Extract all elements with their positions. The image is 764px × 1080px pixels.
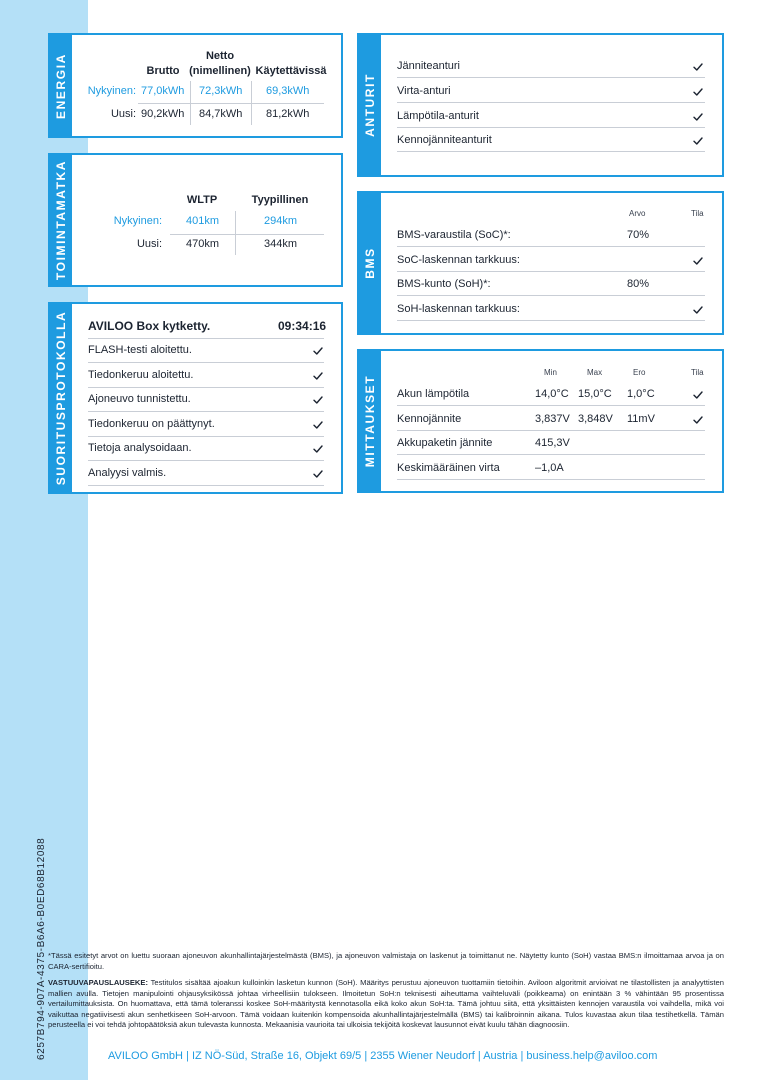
- energy-current-usable: 69,3kWh: [266, 85, 310, 97]
- protocol-title: SUORITUSPROTOKOLLA: [54, 310, 68, 486]
- row-divider: [397, 320, 705, 321]
- row-divider: [397, 454, 705, 455]
- bms-footnote: *Tässä esitetyt arvot on luettu suoraan ajoneuvon akunhallintajärjestelmästä (BMS), ja ajoneuvon valmistaja on laskenut ja toimittanut ne. Näytetty kunto (SoH) vastaa BMS:n ilmoittamaa arvoa ja on CARA-sertifioitu.: [48, 951, 724, 971]
- meas-col-status: Tila: [691, 368, 704, 377]
- meas-row-label: Akkupaketin jännite: [397, 437, 493, 450]
- disclaimer-title: VASTUUVAPAUSLAUSEKE:: [48, 978, 148, 987]
- meas-row-diff: 11mV: [627, 412, 655, 425]
- row-divider: [397, 127, 705, 128]
- document-id: 6257B794-907A-4375-B6A6-B0ED68B12088: [36, 837, 47, 1060]
- measurements-title: MITTAUKSET: [363, 374, 377, 468]
- protocol-step-label: Tiedonkeruu aloitettu.: [88, 368, 194, 381]
- meas-row-label: Kennojännite: [397, 412, 462, 425]
- bms-card: [357, 191, 724, 335]
- checkmark-icon: [313, 371, 323, 381]
- checkmark-icon: [313, 395, 323, 405]
- checkmark-icon: [313, 444, 323, 454]
- col-wltp: WLTP: [186, 194, 218, 206]
- protocol-step-label: Ajoneuvo tunnistettu.: [88, 393, 191, 406]
- row-divider: [88, 387, 324, 388]
- range-title: TOIMINTAMATKA: [54, 159, 68, 281]
- checkmark-icon: [693, 415, 703, 425]
- col-netto-2: (nimellinen): [189, 65, 251, 77]
- range-current-typical: 294km: [264, 215, 298, 227]
- range-card: [48, 153, 343, 287]
- bms-row-label: BMS-kunto (SoH)*:: [397, 278, 491, 291]
- footer-contact: AVILOO GmbH | IZ NÖ-Süd, Straße 16, Objekt 69/5 | 2355 Wiener Neudorf | Austria | business.help@aviloo.com: [108, 1050, 658, 1062]
- meas-row-min: –1,0A: [535, 461, 564, 474]
- bms-tab: [359, 193, 381, 333]
- bms-row-label: SoC-laskennan tarkkuus:: [397, 253, 520, 266]
- measurements-tab: [359, 351, 381, 491]
- protocol-header-label: AVILOO Box kytketty.: [88, 319, 211, 333]
- row-divider: [397, 246, 705, 247]
- meas-row-min: 14,0°C: [535, 388, 569, 400]
- checkmark-icon: [693, 305, 703, 315]
- range-current-wltp: 401km: [186, 215, 220, 227]
- row-divider: [397, 295, 705, 296]
- checkmark-icon: [693, 62, 703, 72]
- checkmark-icon: [693, 112, 703, 122]
- checkmark-icon: [693, 136, 703, 146]
- protocol-step-label: Analyysi valmis.: [88, 467, 167, 479]
- checkmark-icon: [693, 256, 703, 266]
- bms-row-label: BMS-varaustila (SoC)*:: [397, 229, 511, 241]
- sensor-label: Kennojänniteanturit: [397, 134, 492, 147]
- bms-row-value: 70%: [627, 229, 650, 241]
- energy-new-brutto: 90,2kWh: [141, 108, 185, 120]
- row-divider: [397, 405, 705, 406]
- col-kaytettavissa: Käytettävissä: [255, 65, 327, 77]
- row-divider: [88, 460, 324, 461]
- protocol-tab: [50, 304, 72, 492]
- bms-col-status: Tila: [691, 209, 704, 218]
- meas-row-label: Keskimääräinen virta: [397, 461, 500, 474]
- energy-tab: [50, 35, 72, 136]
- disclaimer-body: Testitulos sisältää ajoakun kulloinkin lasketun kunnon (SoH). Määritys perustuu ajoneuvon tuottamiin tietoihin. Aviloon algoritmit arvioivat ne tilastollisten ja analyyttisten mallien avulla. Tietojen manipulointi ohjausyksikössä johtaa virheellisiin tulokseen. Ilmoitetun SoH:n teknisesti aiheuttama vaihteluväli (poikkeama) on enintään 3 % vähintään 95 prosentissa vertailumittauksista. On huomattava, että tämä toleranssi koskee SoH-määritystä kennotasolla eikä koko akun SoH:ta. Tämä johtuu siitä, että yksittäisten kennojen varaustila voi vaihdella, mikä voi vaikuttaa negatiivisesti akun senhetkiseen SoH-arvoon. Tämä voidaan kuitenkin kompensoida akunhallintajärjestelmällä (BMS) tai kalibroinnin aikana. Tulos kuvastaa akun tilaa testihetkellä. Tämän perusteella ei voi tehdä johtopäätöksiä akun tulevasta kunnosta. Mekaanisia vaurioita tai ulkoisia tekijöitä koskevat lausunnot eivät kuulu tähän diagnoosiin.: [48, 978, 724, 1030]
- meas-col-max: Max: [587, 368, 603, 377]
- energy-current-netto: 72,3kWh: [199, 85, 243, 97]
- row-divider: [397, 271, 705, 272]
- checkmark-icon: [313, 469, 323, 479]
- row-divider: [397, 102, 705, 103]
- meas-row-label: Akun lämpötila: [397, 388, 470, 400]
- checkmark-icon: [693, 87, 703, 97]
- energy-new-usable: 81,2kWh: [266, 108, 310, 120]
- measurements-card: [357, 349, 724, 493]
- sensors-tab: [359, 35, 381, 175]
- energy-new-netto: 84,7kWh: [199, 108, 243, 120]
- row-divider: [88, 485, 324, 486]
- range-current-label: Nykyinen:: [113, 215, 162, 227]
- meas-row-diff: 1,0°C: [627, 388, 655, 400]
- meas-col-min: Min: [544, 368, 557, 377]
- bms-row-label: SoH-laskennan tarkkuus:: [397, 302, 520, 315]
- sensor-label: Lämpötila-anturit: [397, 109, 479, 122]
- row-divider: [397, 77, 705, 78]
- energy-title: ENERGIA: [54, 52, 68, 119]
- protocol-step-label: Tiedonkeruu on päättynyt.: [88, 417, 215, 430]
- checkmark-icon: [693, 390, 703, 400]
- energy-current-brutto: 77,0kWh: [141, 85, 185, 97]
- row-divider: [88, 411, 324, 412]
- energy-current-label: Nykyinen:: [87, 85, 136, 97]
- row-divider: [88, 362, 324, 363]
- row-divider: [397, 151, 705, 152]
- checkmark-icon: [313, 420, 323, 430]
- protocol-header-time: 09:34:16: [278, 319, 327, 333]
- meas-row-max: 15,0°C: [578, 388, 612, 400]
- protocol-step-label: Tietoja analysoidaan.: [88, 442, 192, 455]
- energy-card: [48, 33, 343, 138]
- row-divider: [397, 479, 705, 480]
- bms-row-value: 80%: [627, 278, 650, 291]
- range-tab: [50, 155, 72, 285]
- col-netto-1: Netto: [205, 50, 235, 62]
- meas-row-min: 415,3V: [535, 437, 570, 450]
- col-typical: Tyypillinen: [251, 194, 309, 206]
- sensors-card: [357, 33, 724, 177]
- disclaimer: [48, 978, 724, 1031]
- col-brutto: Brutto: [146, 65, 180, 77]
- meas-row-min: 3,837V: [535, 412, 570, 425]
- range-new-wltp: 470km: [186, 238, 220, 250]
- protocol-step-label: FLASH-testi aloitettu.: [88, 344, 192, 356]
- protocol-card: [48, 302, 343, 494]
- sensor-label: Jänniteanturi: [397, 60, 460, 72]
- bms-title: BMS: [363, 247, 377, 279]
- row-divider: [397, 430, 705, 431]
- meas-row-max: 3,848V: [578, 412, 613, 425]
- sensor-label: Virta-anturi: [397, 84, 451, 97]
- checkmark-icon: [313, 346, 323, 356]
- row-divider: [88, 436, 324, 437]
- range-new-label: Uusi:: [136, 238, 162, 250]
- energy-new-label: Uusi:: [110, 108, 136, 120]
- meas-col-diff: Ero: [633, 368, 646, 377]
- sensors-title: ANTURIT: [363, 73, 377, 137]
- range-new-typical: 344km: [264, 238, 298, 250]
- bms-col-value: Arvo: [629, 209, 646, 218]
